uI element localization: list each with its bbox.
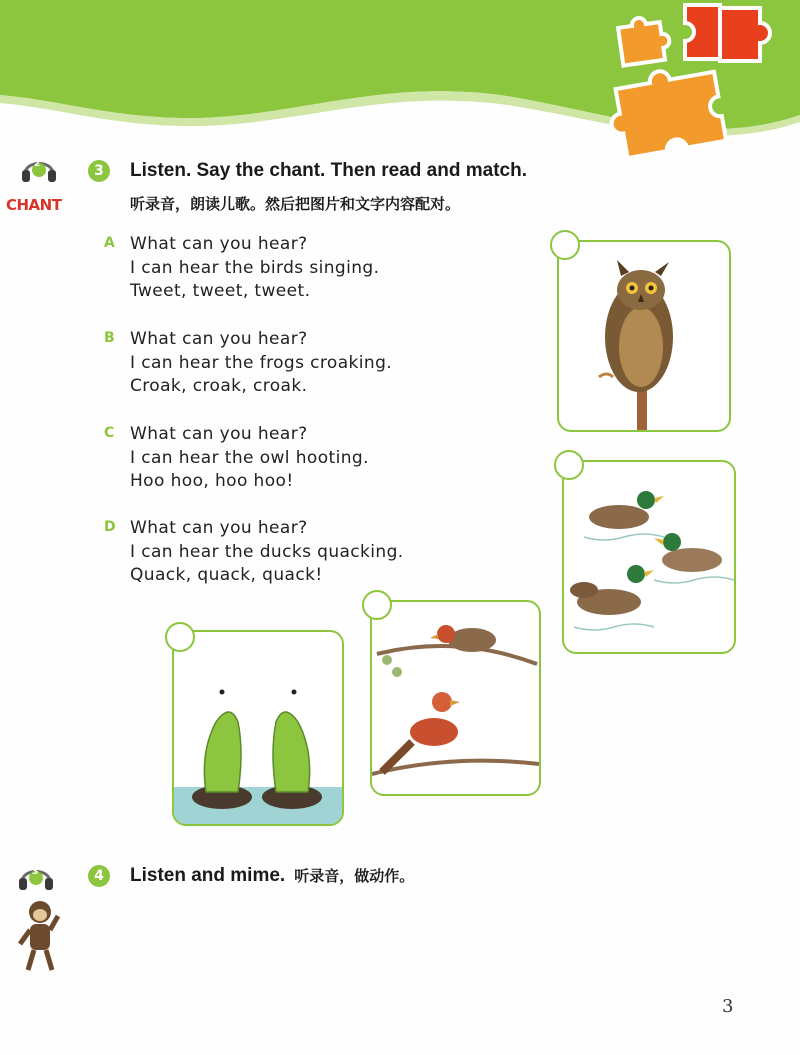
track-number: 2 <box>34 159 41 169</box>
chant-label: CHANT <box>6 196 62 214</box>
birds-illustration <box>372 602 539 794</box>
chant-line: Quack, quack, quack! <box>130 565 323 585</box>
chant-line: Croak, croak, croak. <box>130 376 308 396</box>
frogs-illustration <box>174 632 342 824</box>
birds-picture-card[interactable] <box>370 600 541 796</box>
activity-number-badge: 3 <box>88 160 110 182</box>
ducks-illustration <box>564 462 734 652</box>
page-number: 3 <box>722 996 734 1017</box>
track-number: 3 <box>32 867 39 877</box>
chant-line: I can hear the ducks quacking. <box>130 541 404 562</box>
chant-line: I can hear the owl hooting. <box>130 447 369 468</box>
chant-line: Tweet, tweet, tweet. <box>130 281 311 301</box>
answer-circle[interactable] <box>550 230 580 260</box>
activity-title-en: Listen and mime. <box>130 865 286 886</box>
monkey-mime-icon <box>16 898 62 978</box>
answer-circle[interactable] <box>362 590 392 620</box>
chant-letter: B <box>104 330 115 346</box>
frogs-picture-card[interactable] <box>172 630 344 826</box>
chant-line: What can you hear? <box>130 518 308 538</box>
chant-letter: A <box>104 235 115 251</box>
ducks-picture-card[interactable] <box>562 460 736 654</box>
chant-line: I can hear the birds singing. <box>130 257 380 278</box>
answer-circle[interactable] <box>554 450 584 480</box>
chant-line: Hoo hoo, hoo hoo! <box>130 471 294 491</box>
activity-title-cn: 听录音，做动作。 <box>294 867 415 885</box>
chant-line: What can you hear? <box>130 234 308 254</box>
activity-title: Listen. Say the chant. Then read and match. <box>130 160 527 181</box>
owl-illustration <box>559 242 729 430</box>
activity-subtitle: 听录音，朗读儿歌。然后把图片和文字内容配对。 <box>130 195 461 213</box>
audio-chant-icon-group[interactable] <box>6 150 64 220</box>
owl-picture-card[interactable] <box>557 240 731 432</box>
activity-title <box>130 865 414 887</box>
puzzle-decoration <box>600 0 800 160</box>
chant-letter: D <box>104 519 116 535</box>
chant-line: I can hear the frogs croaking. <box>130 352 393 373</box>
answer-circle[interactable] <box>165 622 195 652</box>
chant-line: What can you hear? <box>130 329 308 349</box>
activity-number-badge: 4 <box>88 865 110 887</box>
activity4-icon-group[interactable] <box>16 858 66 988</box>
chant-line: What can you hear? <box>130 424 308 444</box>
chant-letter: C <box>104 425 115 441</box>
